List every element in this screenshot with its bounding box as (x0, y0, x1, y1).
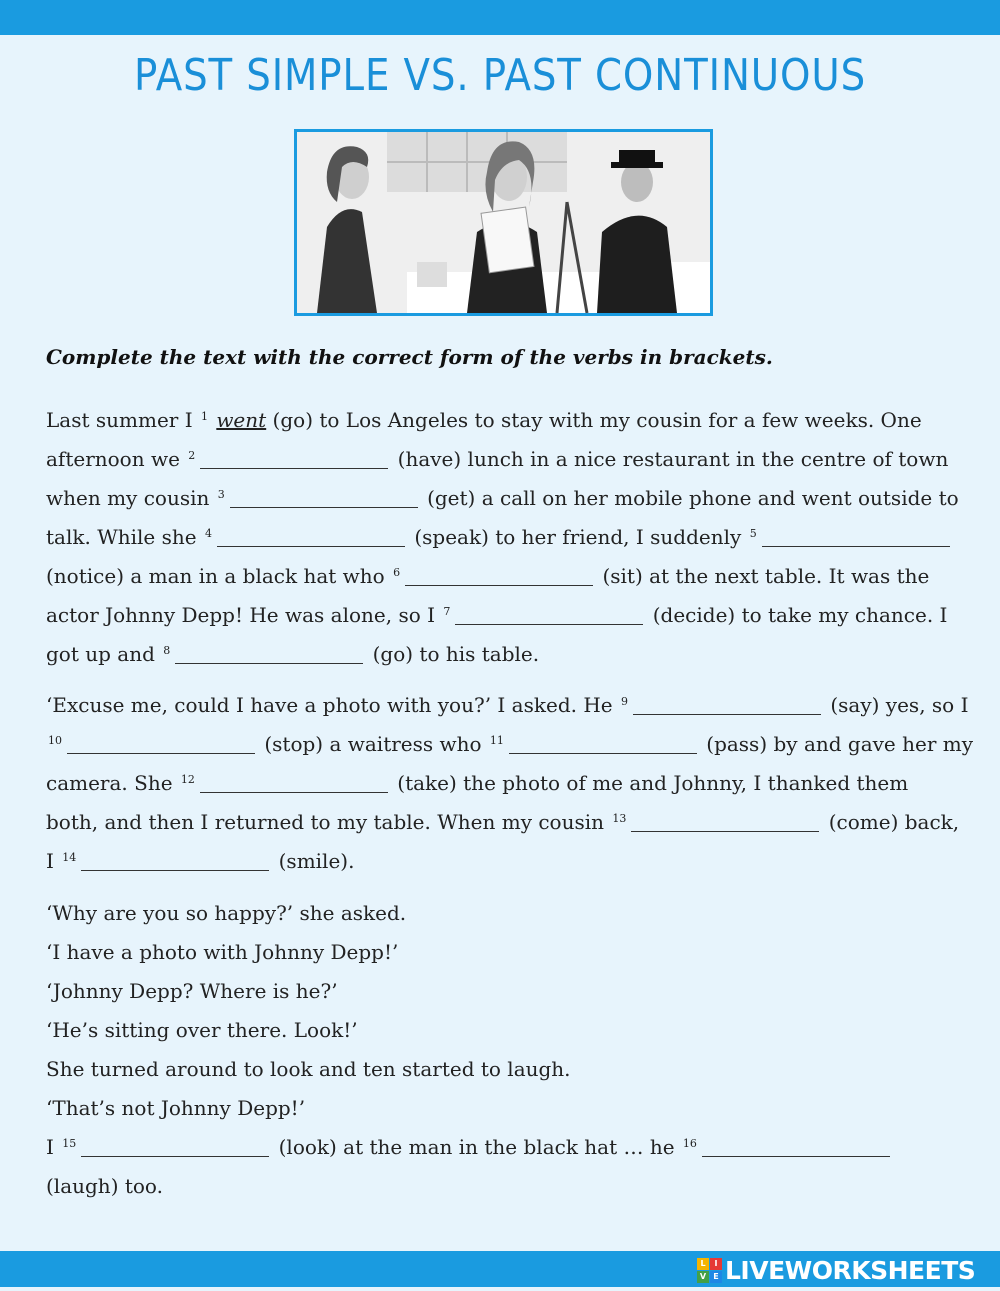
text-line (46, 764, 961, 803)
answer-blank-15[interactable] (81, 1138, 269, 1157)
text-line (46, 1128, 961, 1167)
dialogue-line: ‘He’s sitting over there. Look!’ (46, 1018, 358, 1042)
answer-blank-4[interactable] (217, 528, 405, 547)
text-line (46, 440, 961, 479)
gap-number: 16 (682, 1137, 697, 1150)
text: (go) to his table. (372, 642, 540, 666)
answer-blank-16[interactable] (702, 1138, 890, 1157)
text: when my cousin (46, 486, 210, 510)
gap-number: 5 (749, 527, 757, 540)
answer-blank-10[interactable] (67, 735, 255, 754)
answer-blank-8[interactable] (175, 645, 363, 664)
text: (notice) a man in a black hat who (46, 564, 385, 588)
text-line (46, 725, 974, 764)
gap-number: 1 (200, 410, 208, 423)
logo-letter: E (710, 1271, 722, 1283)
logo-icon (697, 1258, 722, 1283)
answer-blank-6[interactable] (405, 567, 593, 586)
text: (stop) a waitress who (264, 732, 482, 756)
gap-number: 15 (62, 1137, 77, 1150)
text: (pass) by and gave her my (706, 732, 974, 756)
text-line (46, 557, 961, 596)
gap-number: 10 (48, 734, 62, 747)
answer-blank-14[interactable] (81, 852, 269, 871)
dialogue-line: ‘Why are you so happy?’ she asked. (46, 901, 407, 925)
answer-blank-2[interactable] (200, 450, 388, 469)
text: (sit) at the next table. It was the (602, 564, 930, 588)
text-line (46, 635, 961, 674)
text-line (46, 479, 961, 518)
text: ‘Excuse me, could I have a photo with you?’ I asked. He (46, 693, 613, 717)
gap-number: 7 (443, 605, 451, 618)
dialogue-line: ‘That’s not Johnny Depp!’ (46, 1096, 306, 1120)
answer-blank-3[interactable] (230, 489, 418, 508)
text: (look) at the man in the black hat … he (278, 1135, 675, 1159)
logo-letter: L (697, 1258, 709, 1270)
answer-blank-13[interactable] (631, 813, 819, 832)
text: (get) a call on her mobile phone and went outside to (427, 486, 959, 510)
text-line: (laugh) too. (46, 1174, 163, 1198)
gap-number: 13 (612, 812, 627, 825)
paragraph-3 (46, 894, 961, 1206)
gap-number: 9 (620, 695, 628, 708)
text: afternoon we (46, 447, 180, 471)
logo-letter: V (697, 1271, 709, 1283)
liveworksheets-logo[interactable] (697, 1255, 975, 1285)
text: camera. She (46, 771, 173, 795)
text: I (46, 849, 54, 873)
answer-blank-7[interactable] (455, 606, 643, 625)
text: talk. While she (46, 525, 197, 549)
answer-blank-5[interactable] (762, 528, 950, 547)
answer-blank-12[interactable] (200, 774, 388, 793)
dialogue-line: ‘Johnny Depp? Where is he?’ (46, 979, 338, 1003)
text: (go) to Los Angeles to stay with my cousin for a few weeks. One (272, 408, 922, 432)
answer-blank-9[interactable] (633, 696, 821, 715)
logo-text: LIVEWORKSHEETS (725, 1255, 976, 1285)
gap-number: 11 (489, 734, 504, 747)
gap-number: 12 (180, 773, 195, 786)
text: (speak) to her friend, I suddenly (414, 525, 742, 549)
text: Last summer I (46, 408, 193, 432)
text: (have) lunch in a nice restaurant in the centre of town (397, 447, 949, 471)
text-line (46, 518, 961, 557)
text: (come) back, (828, 810, 960, 834)
example-answer: went (216, 408, 267, 432)
gap-number: 8 (163, 644, 171, 657)
logo-letter: I (710, 1258, 722, 1270)
gap-number: 2 (188, 449, 196, 462)
text: actor Johnny Depp! He was alone, so I (46, 603, 436, 627)
text: (take) the photo of me and Johnny, I thanked them (397, 771, 909, 795)
text: (smile). (278, 849, 355, 873)
page-title: PAST SIMPLE VS. PAST CONTINUOUS (133, 50, 867, 101)
paragraph-1 (46, 401, 961, 674)
text-line (46, 803, 961, 842)
text: got up and (46, 642, 155, 666)
top-bar (0, 0, 1000, 35)
text-line (46, 401, 961, 440)
dialogue-line: She turned around to look and ten started to laugh. (46, 1057, 571, 1081)
text-line (46, 596, 961, 635)
restaurant-scene-image (297, 132, 710, 313)
restaurant-illustration (294, 129, 713, 316)
gap-number: 3 (217, 488, 225, 501)
text-line (46, 842, 961, 881)
text: both, and then I returned to my table. When my cousin (46, 810, 605, 834)
answer-blank-11[interactable] (509, 735, 697, 754)
paragraph-2 (46, 686, 974, 881)
dialogue-line: ‘I have a photo with Johnny Depp!’ (46, 940, 399, 964)
text: I (46, 1135, 54, 1159)
gap-number: 4 (204, 527, 212, 540)
gap-number: 6 (393, 566, 401, 579)
text-line (46, 686, 969, 725)
instructions: Complete the text with the correct form of the verbs in brackets. (46, 345, 773, 369)
gap-number: 14 (62, 851, 77, 864)
text: (decide) to take my chance. I (652, 603, 948, 627)
text: (say) yes, so I (830, 693, 969, 717)
